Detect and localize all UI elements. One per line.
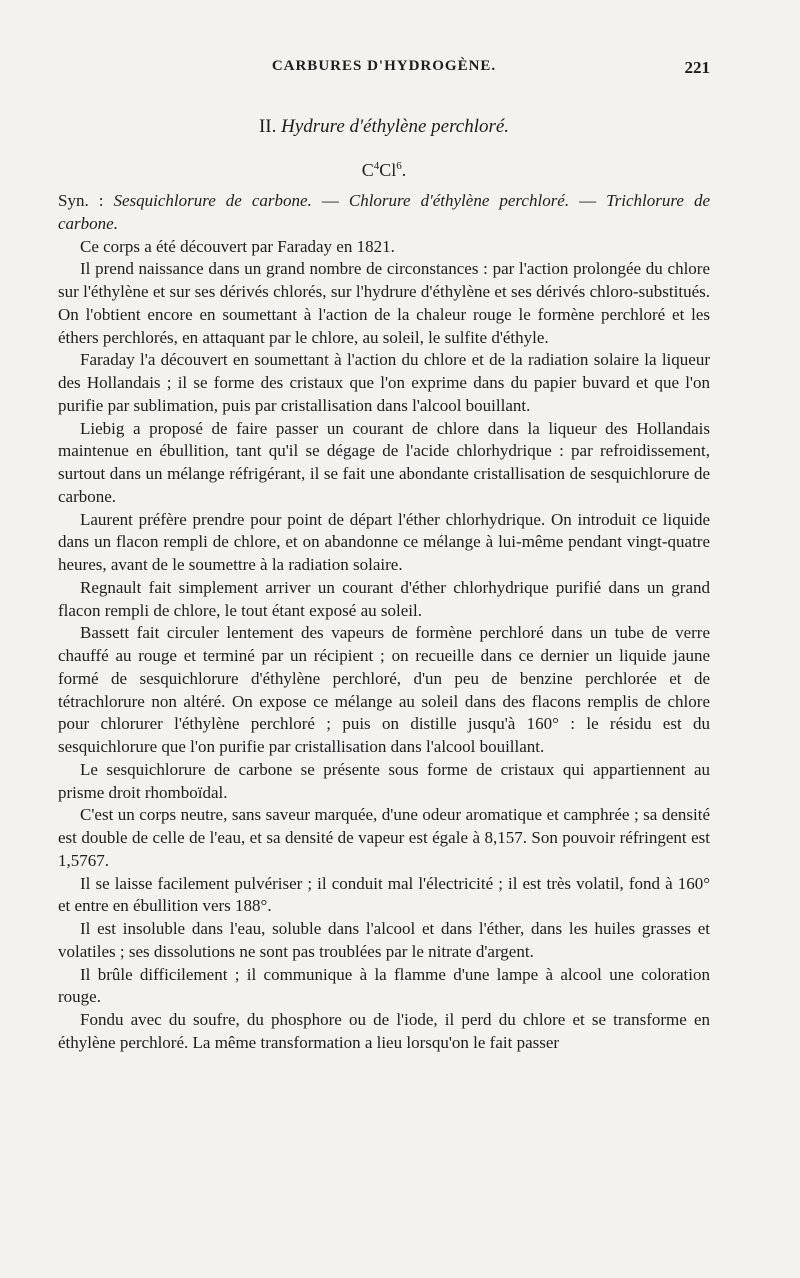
paragraph-laurent: Laurent préfère prendre pour point de départ l'éther chlorhydrique. On introduit ce liquide dans un flacon rempli de chlore, et on abandonne ce mélange à lui-même pendant vingt-quatre heures, avant de le soumettre à la radiation solaire.	[58, 509, 710, 574]
running-head-title: CARBURES D'HYDROGÈNE.	[271, 58, 497, 74]
formula-carbon: C	[361, 160, 374, 180]
formula-carbon-count: 4	[373, 160, 380, 172]
section-title	[58, 116, 710, 138]
chemical-formula	[58, 160, 710, 181]
synonyms-paragraph	[58, 190, 710, 236]
synonym-1: Sesquichlorure de carbone.	[113, 191, 312, 210]
paragraph-faraday: Faraday l'a découvert en soumettant à l'action du chlore et de la radiation solaire la liqueur des Hollandais ; il se forme des cristaux que l'on exprime dans du papier buvard et que l'on purifie par sublimation, puis par cristallisation dans l'alcool bouillant.	[58, 350, 710, 415]
paragraph-bassett: Bassett fait circuler lentement des vapeurs de formène perchloré dans un tube de verre chauffé au rouge et terminé par un récipient ; on recueille dans ce dernier un liquide jaune formé de sesquichlorure d'éthylène perchloré, d'un peu de benzine perchlorée et de tétrachlorure non altéré. On expose ce mélange au soleil dans des flacons remplis de chlore pour chlorurer l'éthylène perchloré ; puis on distille jusqu'à 160° : le résidu est du sesquichlorure que l'on purifie par cristallisation dans l'alcool bouillant.	[58, 623, 710, 756]
formula-chlorine-count: 6	[396, 160, 402, 172]
synonyms-prefix: Syn. :	[58, 191, 114, 210]
synonym-dash-2: —	[569, 191, 607, 210]
page-number: 221	[684, 58, 710, 77]
paragraph-crystals: Le sesquichlorure de carbone se présente sous forme de cristaux qui appartiennent au prisme droit rhomboïdal.	[58, 759, 710, 802]
section-name: Hydrure d'éthylène perchloré.	[281, 116, 510, 137]
running-head	[58, 58, 710, 82]
synonym-2: Chlorure d'éthylène perchloré.	[348, 191, 570, 210]
paragraph-formation: Il prend naissance dans un grand nombre de circonstances : par l'action prolongée du chlore sur l'éthylène et sur ses dérivés chlorés, sur l'hydrure d'éthylène et ses dérivés chloro-substitués. On l'obtient encore en soumettant à l'action de la chaleur rouge le formène perchloré et les éthers perchlorés, en attaquant par le chlore, au soleil, le sulfite d'éthyle.	[58, 259, 710, 347]
paragraph-solubility: Il est insoluble dans l'eau, soluble dans l'alcool et dans l'éther, dans les huiles grasses et volatiles ; ses dissolutions ne sont pas troublées par le nitrate d'argent.	[58, 919, 710, 961]
book-page	[58, 0, 710, 1278]
body-text	[58, 190, 710, 1055]
paragraph-regnault: Regnault fait simplement arriver un courant d'éther chlorhydrique purifié dans un grand flacon rempli de chlore, le tout étant exposé au soleil.	[58, 577, 710, 620]
formula-end: .	[401, 160, 407, 180]
paragraph-transformation: Fondu avec du soufre, du phosphore ou de l'iode, il perd du chlore et se transforme en éthylène perchloré. La même transformation a lieu lorsqu'on le fait passer	[58, 1010, 710, 1052]
section-number: II.	[258, 116, 277, 137]
synonym-dash-1: —	[311, 191, 349, 210]
paragraph-volatility: Il se laisse facilement pulvériser ; il conduit mal l'électricité ; il est très volatil, fond à 160° et entre en ébullition vers 188°.	[58, 873, 710, 916]
paragraph-discovery: Ce corps a été découvert par Faraday en 1821.	[80, 236, 395, 256]
paragraph-combustion: Il brûle difficilement ; il communique à la flamme d'une lampe à alcool une coloration rouge.	[58, 964, 710, 1007]
formula-chlorine: Cl	[379, 160, 397, 180]
paragraph-liebig: Liebig a proposé de faire passer un courant de chlore dans la liqueur des Hollandais maintenue en ébullition, tant qu'il se dégage de l'acide chlorhydrique : par refroidissement, surtout dans un mélange réfrigérant, il se fait une abondante cristallisation de sesquichlorure de carbone.	[58, 418, 710, 506]
synonym-3: Trichlorure de carbone.	[58, 191, 710, 233]
paragraph-properties: C'est un corps neutre, sans saveur marquée, d'une odeur aromatique et camphrée ; sa densité est double de celle de l'eau, et sa densité de vapeur est égale à 8,157. Son pouvoir réfringent est 1,5767.	[58, 805, 710, 870]
